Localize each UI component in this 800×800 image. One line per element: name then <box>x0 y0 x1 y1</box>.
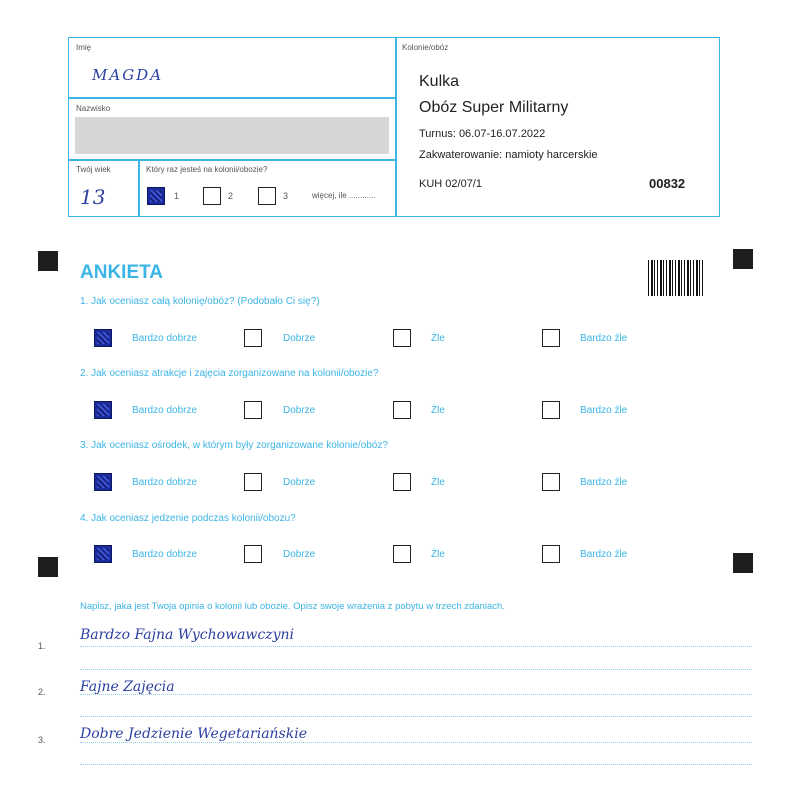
opinion-dotted-line <box>80 669 752 670</box>
q2-option-label: Dobrze <box>283 405 316 416</box>
wiek-label: Twój wiek <box>76 165 111 174</box>
q2-option-label: Źle <box>431 405 445 416</box>
q3-option-label: Źle <box>431 477 445 488</box>
opinion-dotted-line <box>80 742 752 743</box>
opinion-dotted-line <box>80 646 752 647</box>
nazwisko-redacted <box>75 117 389 154</box>
header-divider-vertical <box>395 37 397 217</box>
ktory-raz-checkbox-2[interactable] <box>203 187 221 205</box>
q1-option-label: Źle <box>431 333 445 344</box>
header-divider-1 <box>68 97 395 99</box>
opinion-line-number-1: 1. <box>38 641 46 651</box>
q4-option-label: Dobrze <box>283 549 316 560</box>
q3-checkbox-zle[interactable] <box>393 473 411 491</box>
header-divider-2 <box>68 159 395 161</box>
q1-option-label: Dobrze <box>283 333 316 344</box>
camp-type: Obóz Super Militarny <box>419 99 569 116</box>
nazwisko-label: Nazwisko <box>76 104 111 113</box>
form-number: 00832 <box>649 176 686 191</box>
opinion-line-number-3: 3. <box>38 735 46 745</box>
q4-option-label: Bardzo źle <box>580 549 628 560</box>
turnus: Turnus: 06.07-16.07.2022 <box>419 128 546 140</box>
ktory-raz-option-1: 1 <box>174 191 180 201</box>
q3-option-label: Bardzo dobrze <box>132 477 198 488</box>
q4-checkbox-dobrze[interactable] <box>244 545 262 563</box>
imie-label: Imię <box>76 43 92 52</box>
barcode <box>648 260 703 296</box>
registration-marker-bottom-left <box>38 557 58 577</box>
ktory-raz-option-3: 3 <box>283 191 289 201</box>
ktory-raz-option-2: 2 <box>228 191 234 201</box>
kolonie-label: Kolonie/obóz <box>402 43 449 52</box>
q2-checkbox-zle[interactable] <box>393 401 411 419</box>
opinion-dotted-line <box>80 694 752 695</box>
q2-checkbox-dobrze[interactable] <box>244 401 262 419</box>
opinion-prompt: Napisz, jaka jest Twoja opinia o kolonii lub obozie. Opisz swoje wrażenia z pobytu w trzech zdaniach. <box>80 601 505 612</box>
opinion-dotted-line <box>80 716 752 717</box>
header-divider-3 <box>138 159 140 217</box>
opinion-line-3[interactable]: Dobre Jedzienie Wegetariańskie <box>80 726 307 742</box>
q2-checkbox-bardzo-dobrze[interactable] <box>94 401 112 419</box>
survey-title: ANKIETA <box>80 262 164 283</box>
question-2: 2. Jak oceniasz atrakcje i zajęcia zorganizowane na kolonii/obozie? <box>80 368 379 379</box>
registration-marker-top-left <box>38 251 58 271</box>
q1-checkbox-zle[interactable] <box>393 329 411 347</box>
registration-marker-top-right <box>733 249 753 269</box>
q4-checkbox-bardzo-dobrze[interactable] <box>94 545 112 563</box>
q3-option-label: Dobrze <box>283 477 316 488</box>
q1-checkbox-dobrze[interactable] <box>244 329 262 347</box>
opinion-line-1[interactable]: Bardzo Fajna Wychowawczyni <box>80 627 295 643</box>
q4-checkbox-zle[interactable] <box>393 545 411 563</box>
q1-checkbox-bardzo-zle[interactable] <box>542 329 560 347</box>
opinion-dotted-line <box>80 764 752 765</box>
wiek-value[interactable]: 13 <box>80 185 106 209</box>
question-4: 4. Jak oceniasz jedzenie podczas kolonii/obozu? <box>80 513 296 524</box>
q3-checkbox-dobrze[interactable] <box>244 473 262 491</box>
wiecej-label: więcej, ile ............ <box>312 191 376 200</box>
q3-checkbox-bardzo-zle[interactable] <box>542 473 560 491</box>
question-3: 3. Jak oceniasz ośrodek, w którym były zorganizowane kolonie/obóz? <box>80 440 388 451</box>
opinion-line-number-2: 2. <box>38 687 46 697</box>
ktory-raz-checkbox-1[interactable] <box>147 187 165 205</box>
q4-checkbox-bardzo-zle[interactable] <box>542 545 560 563</box>
q4-option-label: Bardzo dobrze <box>132 549 198 560</box>
camp-name: Kulka <box>419 73 460 90</box>
ktory-raz-label: Który raz jesteś na kolonii/obozie? <box>146 165 268 174</box>
registration-marker-bottom-right <box>733 553 753 573</box>
q1-checkbox-bardzo-dobrze[interactable] <box>94 329 112 347</box>
q2-option-label: Bardzo źle <box>580 405 628 416</box>
zakwaterowanie: Zakwaterowanie: namioty harcerskie <box>419 149 598 161</box>
q3-option-label: Bardzo źle <box>580 477 628 488</box>
opinion-line-2[interactable]: Fajne Zajęcia <box>80 679 175 695</box>
q2-option-label: Bardzo dobrze <box>132 405 198 416</box>
question-1: 1. Jak oceniasz całą kolonię/obóz? (Podobało Ci się?) <box>80 296 320 307</box>
q1-option-label: Bardzo dobrze <box>132 333 198 344</box>
q2-checkbox-bardzo-zle[interactable] <box>542 401 560 419</box>
form-code: KUH 02/07/1 <box>419 178 482 190</box>
q3-checkbox-bardzo-dobrze[interactable] <box>94 473 112 491</box>
q1-option-label: Bardzo źle <box>580 333 628 344</box>
imie-value[interactable]: MAGDA <box>92 66 164 84</box>
ktory-raz-checkbox-3[interactable] <box>258 187 276 205</box>
q4-option-label: Źle <box>431 549 445 560</box>
